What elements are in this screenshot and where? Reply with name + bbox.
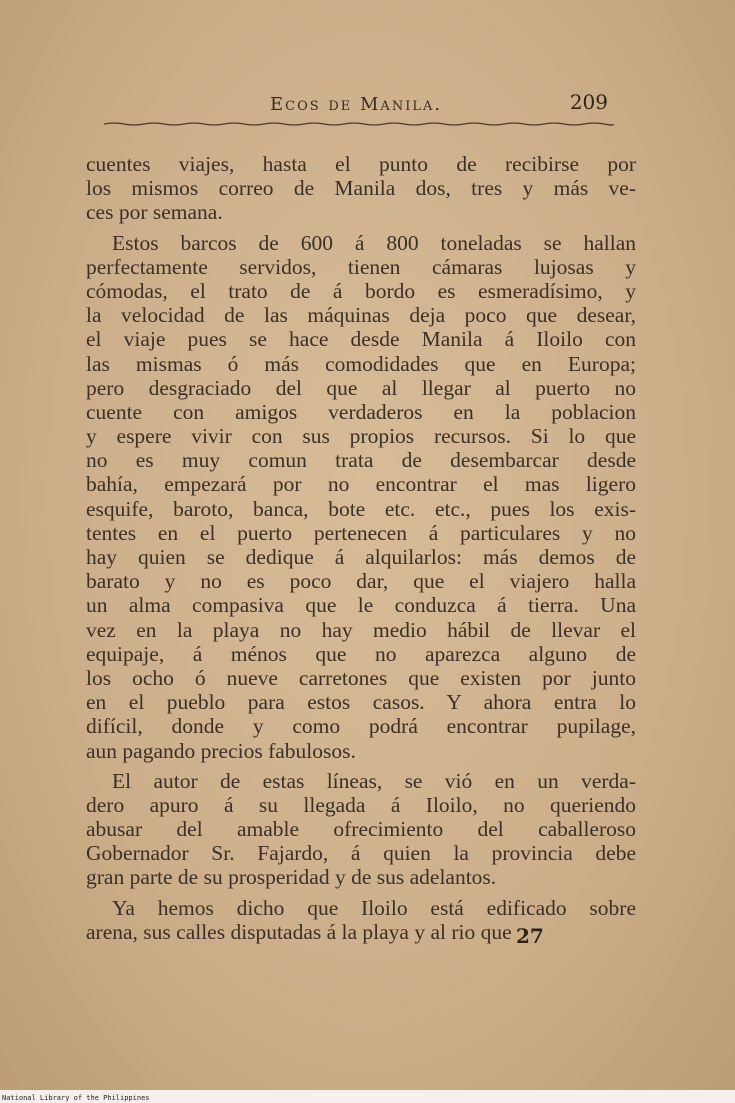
- text-line: en el pueblo para estos casos. Y ahora entra lo: [86, 690, 636, 715]
- text-line: abusar del amable ofrecimiento del caballeroso: [86, 817, 636, 842]
- text-line: el viaje pues se hace desde Manila á Iloilo con: [86, 327, 636, 352]
- text-line: barato y no es poco dar, que el viajero halla: [86, 569, 636, 594]
- text-line: no es muy comun trata de desembarcar desde: [86, 448, 636, 473]
- header-rule: [104, 122, 614, 126]
- text-line: y espere vivir con sus propios recursos. Si lo que: [86, 424, 636, 449]
- signature-mark: 27: [516, 924, 544, 948]
- text-line: difícil, donde y como podrá encontrar pupilage,: [86, 714, 636, 739]
- text-line: esquife, baroto, banca, bote etc. etc., pues los exis-: [86, 496, 636, 521]
- text-line: pero desgraciado del que al llegar al puerto no: [86, 375, 636, 400]
- text-line: las mismas ó más comodidades que en Europa;: [86, 351, 636, 376]
- text-line: la velocidad de las máquinas deja poco que desear,: [86, 303, 636, 328]
- text-line: aun pagando precios fabulosos.: [86, 738, 356, 763]
- text-line: arena, sus calles disputadas á la playa y al rio que: [86, 919, 512, 944]
- text-line: gran parte de su prosperidad y de sus adelantos.: [86, 865, 497, 890]
- page-number: 209: [569, 90, 608, 114]
- text-line: dero apuro á su llegada á Iloilo, no queriendo: [86, 792, 636, 817]
- text-line: los mismos correo de Manila dos, tres y más ve-: [86, 176, 636, 201]
- text-line: Estos barcos de 600 á 800 toneladas se hallan: [112, 230, 636, 255]
- body-text: [86, 152, 636, 944]
- text-line: ces por semana.: [86, 200, 223, 225]
- text-line: tentes en el puerto pertenecen á particulares y no: [86, 520, 636, 545]
- text-line: hay quien se dedique á alquilarlos: más demos de: [86, 545, 636, 569]
- text-line: un alma compasiva que le conduzca á tierra. Una: [86, 593, 636, 618]
- text-line: cómodas, el trato de á bordo es esmeradísimo, y: [86, 278, 636, 303]
- text-line: vez en la playa no hay medio hábil de llevar el: [86, 617, 636, 642]
- text-line: El autor de estas líneas, se vió en un verda-: [112, 768, 636, 793]
- text-line: Gobernador Sr. Fajardo, á quien la provincia debe: [86, 841, 636, 866]
- text-line: cuentes viajes, hasta el punto de recibirse por: [86, 152, 636, 176]
- library-credit: National Library of the Philippines: [2, 1094, 150, 1102]
- running-title: Ecos de Manila.: [270, 94, 443, 115]
- text-line: equipaje, á ménos que no aparezca alguno de: [86, 641, 636, 666]
- text-line: Ya hemos dicho que Iloilo está edificado sobre: [112, 895, 636, 920]
- text-line: perfectamente servidos, tienen cámaras lujosas y: [86, 254, 636, 279]
- text-line: bahía, empezará por no encontrar el mas ligero: [86, 472, 636, 497]
- text-line: los ocho ó nueve carretones que existen por junto: [86, 665, 636, 690]
- text-line: cuente con amigos verdaderos en la poblacion: [86, 399, 636, 424]
- page-header: [100, 90, 620, 120]
